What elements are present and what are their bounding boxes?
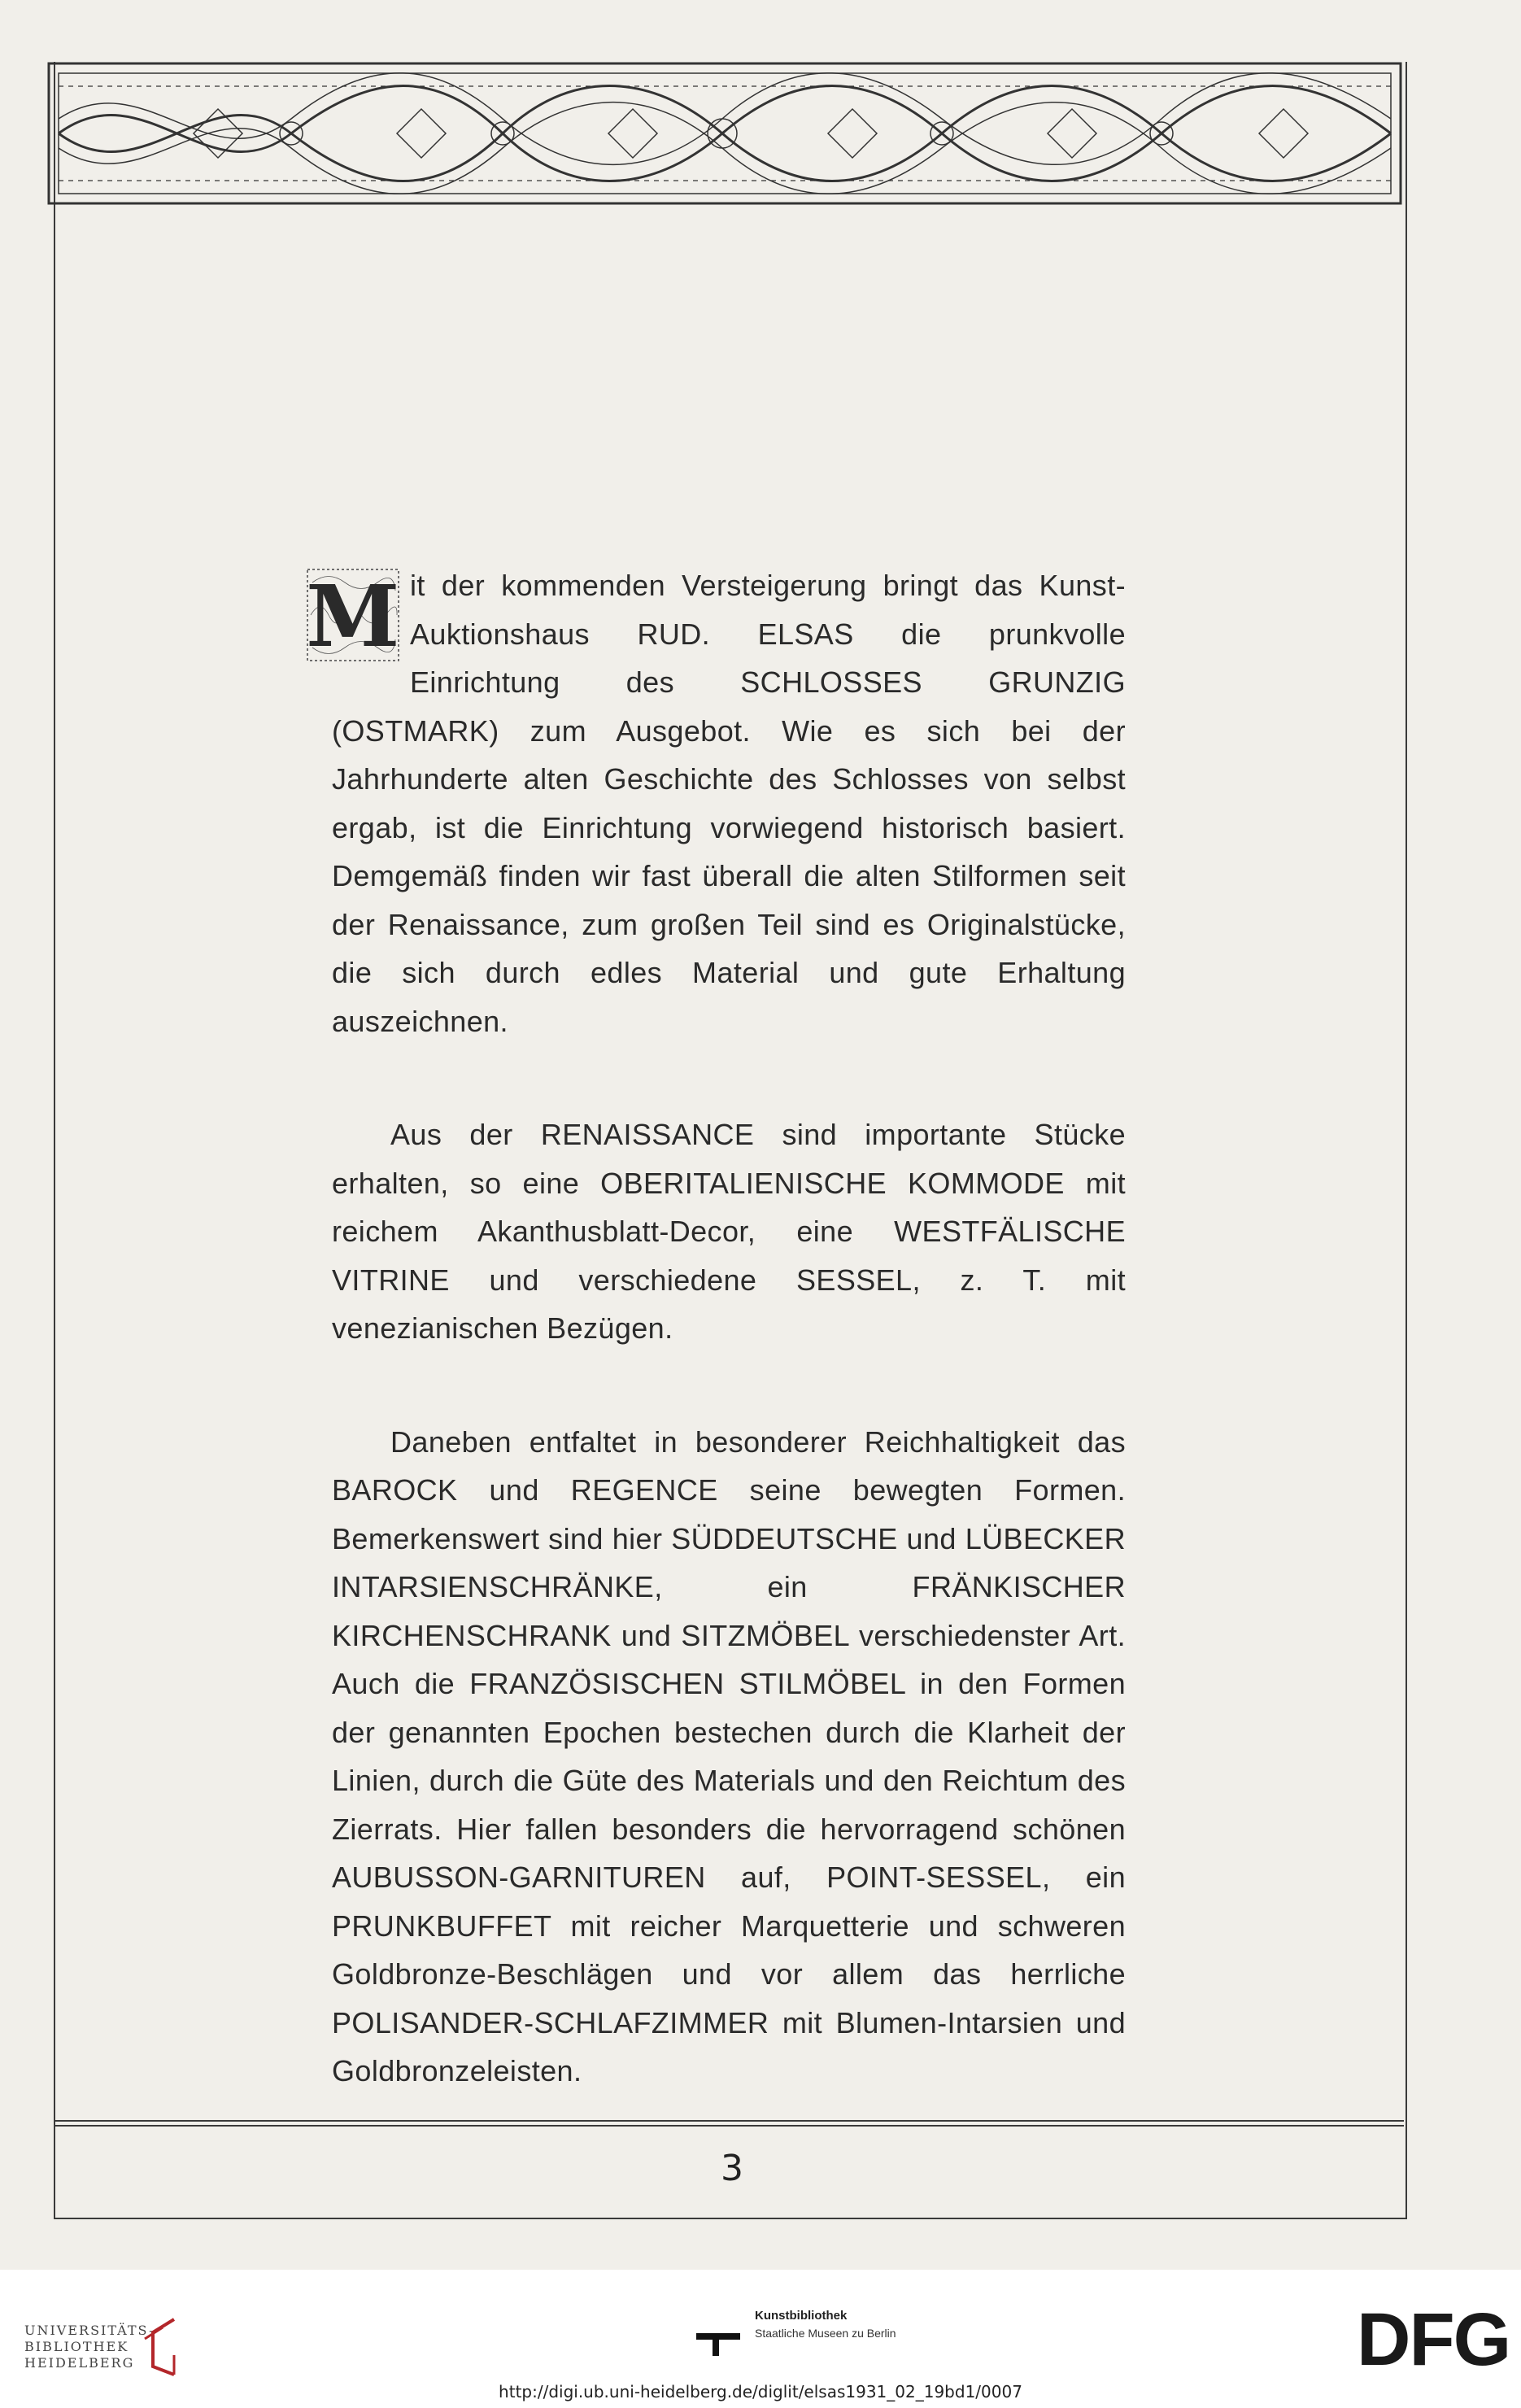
library-subtitle: Staatliche Museen zu Berlin (755, 2327, 896, 2340)
dropcap-initial (304, 566, 402, 664)
university-library-name (24, 2323, 155, 2371)
university-line-1: UNIVERSITÄTS- (24, 2323, 155, 2338)
university-line-2: BIBLIOTHEK (24, 2339, 129, 2354)
university-logo-icon (138, 2314, 184, 2378)
paragraph-1 (306, 561, 1126, 1045)
body-text (306, 561, 1126, 2096)
footer-rule-bottom (54, 2125, 1404, 2127)
paragraph-3: Daneben entfaltet in besonderer Reichhaltigkeit das BAROCK und REGENCE seine bewegten Formen. Bemerkenswert sind hier SÜDDEUTSCHE und LÜBECKER INTARSIENSCHRÄNKE, ein FRÄNKISCHER KIRCHENSCHRANK und SITZMÖBEL verschiedenster Art. Auch die FRANZÖSISCHEN STILMÖBEL in den Formen der genannten Epochen bestechen durch die Klarheit der Linien, durch die Güte des Materials und den Reichtum des Zierrats. Hier fallen besonders die hervorragend schönen AUBUSSON-GARNITUREN auf, POINT-SESSEL, ein PRUNKBUFFET mit reicher Marquetterie und schweren Goldbronze-Beschlägen und vor allem das herrliche POLISANDER-SCHLAFZIMMER mit Blumen-Intarsien und Goldbronzeleisten. (332, 1424, 1126, 2087)
paragraph-1-text: it der kommenden Versteigerung bringt das Kunst-Auktionshaus RUD. ELSAS die prunkvolle Einrichtung des SCHLOSSES GRUNZIG (OSTMARK) zum Ausgebot. Wie es sich bei der Jahrhunderte alten Geschichte des Schlosses von selbst ergab, ist die Einrichtung vorwiegend historisch basiert. Demgemäß finden wir fast überall die alten Stilformen seit der Renaissance, zum großen Teil sind es Originalstücke, die sich durch edles Material und gute Erhaltung auszeichnen. (332, 569, 1126, 1038)
svg-text:M: M (306, 566, 400, 664)
university-line-3: HEIDELBERG (24, 2355, 135, 2371)
source-url[interactable]: http://digi.ub.uni-heidelberg.de/diglit/elsas1931_02_19bd1/0007 (499, 2382, 1022, 2401)
paragraph-2: Aus der RENAISSANCE sind importante Stücke erhalten, so eine OBERITALIENISCHE KOMMODE mit reichem Akanthusblatt-Decor, eine WESTFÄLISCHE VITRINE und verschiedene SESSEL, z. T. mit venezianischen Bezügen. (332, 1118, 1126, 1345)
footer-rule-top (54, 2120, 1404, 2122)
page-number: 3 (721, 2148, 743, 2189)
library-title: Kunstbibliothek (755, 2309, 848, 2323)
kunstbibliothek-logo-icon (693, 2309, 742, 2358)
dfg-logo: DFG (1357, 2298, 1510, 2381)
ornamental-header-band (47, 62, 1402, 205)
